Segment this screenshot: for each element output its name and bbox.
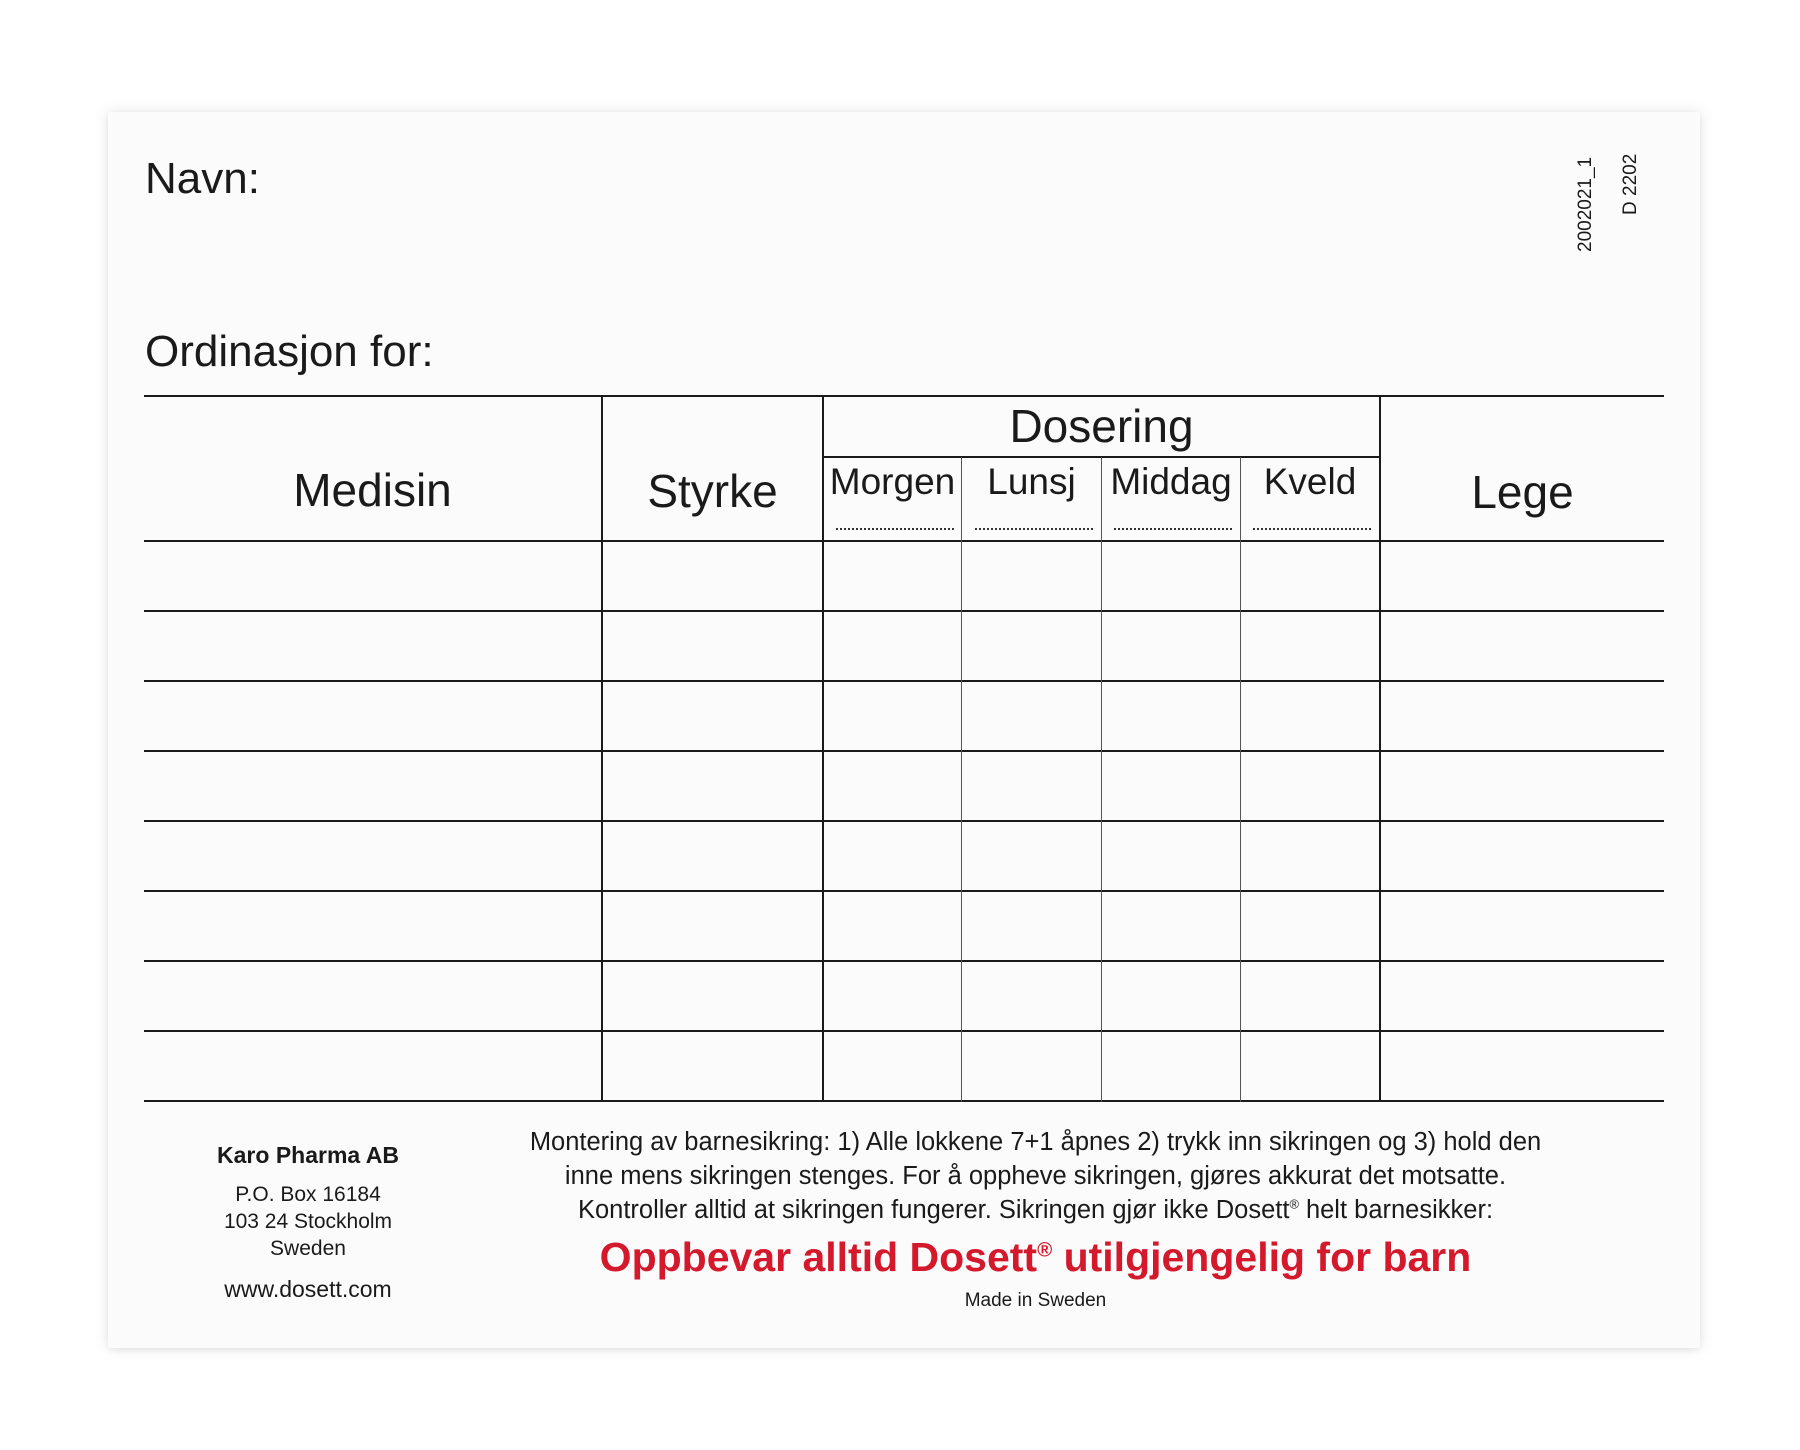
instruction-line: Montering av barnesikring: 1) Alle lokkene 7+1 åpnes 2) trykk inn sikringen og 3) hold den	[529, 1128, 1542, 1156]
medication-card	[108, 112, 1700, 1348]
company-info	[193, 1142, 423, 1303]
website-link[interactable]: www.dosett.com	[224, 1276, 392, 1302]
address-line: 103 24 Stockholm	[223, 1210, 393, 1233]
warning-part: Oppbevar alltid Dosett	[599, 1234, 1038, 1280]
table-row	[144, 890, 1664, 892]
prescription-table	[144, 395, 1664, 1105]
made-in: Made in Sweden	[964, 1290, 1107, 1312]
dotted-line	[1114, 528, 1232, 530]
print-code: 2002021_1	[1575, 156, 1596, 252]
table-row	[144, 610, 1664, 612]
instruction-line	[463, 1193, 1608, 1227]
header-morning: Morgen	[829, 461, 956, 502]
table-row	[144, 750, 1664, 752]
table-top-line	[144, 395, 1664, 397]
col-divider	[1101, 457, 1102, 1102]
header-strength: Styrke	[647, 465, 778, 517]
header-doctor: Lege	[1471, 466, 1574, 518]
name-label: Navn:	[145, 154, 260, 203]
col-divider	[1240, 457, 1241, 1102]
dotted-line	[836, 528, 954, 530]
registered-mark: ®	[1037, 1238, 1053, 1262]
col-divider	[961, 457, 962, 1102]
col-divider	[822, 395, 824, 1102]
company-name: Karo Pharma AB	[217, 1142, 399, 1168]
table-row	[144, 820, 1664, 822]
prescription-label: Ordinasjon for:	[145, 327, 434, 376]
table-row	[144, 680, 1664, 682]
address-line: P.O. Box 16184	[235, 1183, 381, 1206]
header-evening: Kveld	[1263, 461, 1357, 502]
header-lunch: Lunsj	[987, 461, 1076, 502]
instruction-text: helt barnesikker:	[1298, 1196, 1494, 1224]
header-dinner: Middag	[1110, 461, 1232, 502]
table-row	[144, 960, 1664, 962]
product-code: D 2202	[1620, 153, 1641, 215]
address-line: Sweden	[270, 1237, 346, 1260]
header-bottom-line	[144, 540, 1664, 542]
registered-mark: ®	[1289, 1196, 1299, 1212]
warning-part: utilgjengelig for barn	[1052, 1234, 1472, 1280]
table-row	[144, 1030, 1664, 1032]
dotted-line	[1253, 528, 1371, 530]
instructions	[463, 1125, 1608, 1312]
header-dosage: Dosering	[1009, 400, 1194, 452]
table-bottom-line	[144, 1100, 1664, 1102]
instruction-line: inne mens sikringen stenges. For å oppheve sikringen, gjøres akkurat det motsatte.	[564, 1162, 1507, 1190]
instruction-text: Kontroller alltid at sikringen fungerer. Sikringen gjør ikke Dosett	[577, 1196, 1290, 1224]
header-medicine: Medisin	[293, 464, 452, 516]
dotted-line	[975, 528, 1093, 530]
warning-text	[463, 1235, 1608, 1280]
